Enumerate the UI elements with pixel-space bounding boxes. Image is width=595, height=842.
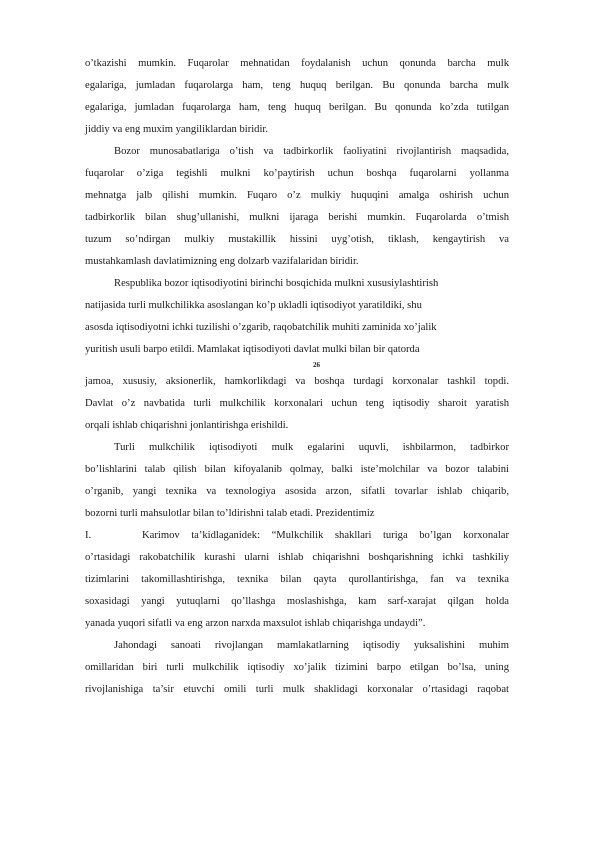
list-marker: I. xyxy=(85,530,92,541)
text-line: tuzum so’ndirgan mulkiy mustakillik hissini uyg’otish, tiklash, kengaytirish va xyxy=(85,234,509,245)
text-line: o’rganib, yangi texnika va texnologiya asosida arzon, sifatli tovarlar ishlab chiqarib, xyxy=(85,486,509,497)
text-line: bo’lishlarini talab qilish bilan kifoyalanib qolmay, balki iste’molchilar va bozor talabini xyxy=(85,464,509,475)
text-line: rivojlanishiga ta’sir etuvchi omili turli mulk shaklidagi korxonalar o’rtasidagi raqobat xyxy=(85,684,509,695)
text-line: tadbirkorlik bilan shug’ullanishi, mulkni ijaraga berishi mumkin. Fuqarolarda o’tmish xyxy=(85,212,509,223)
text-line: o’rtasidagi rakobatchilik kurashi ularni ishlab chiqarishni boshqarishning ichki tashkiliy xyxy=(85,552,509,563)
text-line: yanada yuqori sifatli va eng arzon narxda maxsulot ishlab chiqarishga undaydi”. xyxy=(85,618,426,629)
text-line: mustahkamlash davlatimizning eng dolzarb vazifalaridan biridir. xyxy=(85,256,359,267)
text-line: orqali ishlab chiqarishni jonlantirishga erishildi. xyxy=(85,420,289,431)
text-line: egalariga, jumladan fuqarolarga ham, teng huquq berilgan. Bu qonunda barcha mulk xyxy=(85,80,509,91)
text-line: yuritish usuli barpo etildi. Mamlakat iqtisodiyoti davlat mulki bilan bir qatorda xyxy=(85,344,420,355)
text-line: Turli mulkchilik iqtisodiyoti mulk egalarini uquvli, ishbilarmon, tadbirkor xyxy=(114,442,509,453)
text-line: Davlat o’z navbatida turli mulkchilik korxonalari uchun teng iqtisodiy sharoit yaratish xyxy=(85,398,509,409)
text-line: Karimov ta’kidlaganidek: “Mulkchilik shakllari turiga bo’lgan korxonalar xyxy=(142,530,509,541)
text-line: bozorni turli mahsulotlar bilan to’ldirishni talab etadi. Prezidentimiz xyxy=(85,508,375,519)
page-number: 26 xyxy=(313,361,320,369)
text-line: jiddiy va eng muxim yangiliklardan biridir. xyxy=(85,124,269,135)
text-line: Bozor munosabatlariga o’tish va tadbirkorlik faoliyatini rivojlantirish maqsadida, xyxy=(114,146,509,157)
text-line: natijasida turli mulkchilikka asoslangan ko’p ukladli iqtisodiyot yaratildiki, shu xyxy=(85,300,422,311)
text-line: omillaridan biri turli mulkchilik iqtisodiy xo’jalik tizimini barpo etilgan bo’lsa, uning xyxy=(85,662,509,673)
text-line: tizimlarini takomillashtirishga, texnika bilan qayta qurollantirishga, fan va texnika xyxy=(85,574,509,585)
text-line: asosda iqtisodiyotni ichki tuzilishi o’zgarib, raqobatchilik muhiti zaminida xo’jalik xyxy=(85,322,437,333)
text-line: jamoa, xususiy, aksionerlik, hamkorlikdagi va boshqa turdagi korxonalar tashkil topdi. xyxy=(85,376,509,387)
text-line: Respublika bozor iqtisodiyotini birinchi bosqichida mulkni xususiylashtirish xyxy=(114,278,439,289)
text-line: mehnatga jalb qilishi mumkin. Fuqaro o’z mulkiy huquqini amalga oshirish uchun xyxy=(85,190,509,201)
text-line: egalariga, jumladan fuqarolarga ham, teng huquq berilgan. Bu qonunda ko’zda tutilgan xyxy=(85,102,509,113)
text-line: Jahondagi sanoati rivojlangan mamlakatlarning iqtisodiy yuksalishini muhim xyxy=(114,640,509,651)
text-line: o’tkazishi mumkin. Fuqarolar mehnatidan foydalanish uchun qonunda barcha mulk xyxy=(85,58,509,69)
text-line: soxasidagi yangi yutuqlarni qo’llashga moslashishga, kam sarf-xarajat qilgan holda xyxy=(85,596,509,607)
text-line: fuqarolar o’ziga tegishli mulkni ko’paytirish uchun boshqa fuqarolarni yollanma xyxy=(85,168,509,179)
